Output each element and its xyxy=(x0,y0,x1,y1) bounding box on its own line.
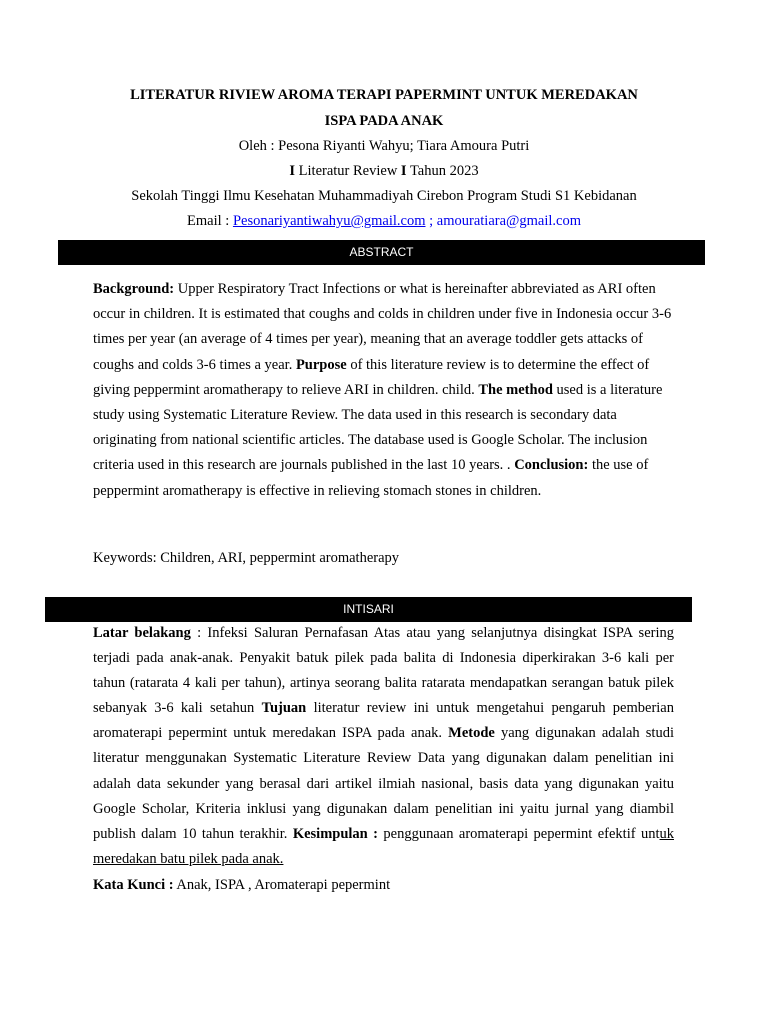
meta-year: Tahun 2023 xyxy=(406,163,479,179)
conclusion-label: Conclusion: xyxy=(514,457,589,474)
paper-title-line-2: ISPA PADA ANAK xyxy=(324,113,444,129)
intisari-heading-bar: INTISARI xyxy=(45,597,692,622)
kesimpulan-label: Kesimpulan : xyxy=(292,825,378,842)
email-label: Email : xyxy=(187,213,233,229)
meta-type: Literatur Review xyxy=(295,163,401,179)
meta-prefix: I xyxy=(289,163,296,179)
latar-text: : Infeksi Saluran Pernafasan Atas atau yang selanjutnya disingkat ISPA sering terjadi pada anak-anak. Penyakit batuk pilek pada balita di Indonesia diperkirakan 3-6 kali per tahun (ratarata 4 kali per tahun), artinya seorang balita ratarata mendapatkan serangan batuk pilek sebanyak 3-6 kali setahun xyxy=(93,625,674,717)
intisari-keywords xyxy=(93,873,390,898)
background-label: Background: xyxy=(93,281,175,297)
institution: Sekolah Tinggi Ilmu Kesehatan Muhammadiyah Cirebon Program Studi S1 Kebidanan xyxy=(131,188,637,204)
paper-title-line-1: LITERATUR RIVIEW AROMA TERAPI PAPERMINT UNTUK MEREDAKAN xyxy=(130,87,638,103)
purpose-text: of this literature review is to determine the effect of giving peppermint aromatherapy to relieve ARI in children. child. xyxy=(93,356,650,398)
method-label: The method xyxy=(478,381,553,398)
tujuan-text: literatur review ini untuk mengetahui pengaruh pemberian aromaterapi pepermint untuk meredakan ISPA pada anak. xyxy=(93,700,674,742)
intisari-body xyxy=(93,621,674,872)
method-text: used is a literature study using Systematic Literature Review. The data used in this research is secondary data originating from national scientific articles. The database used is Google Scholar. The inclusion criteria used in this research are journals published in the last 10 years. . xyxy=(93,381,663,474)
meta-separator: I xyxy=(400,163,407,179)
email-line xyxy=(0,213,768,230)
purpose-label: Purpose xyxy=(295,356,347,373)
conclusion-text: the use of peppermint aromatherapy is effective in relieving stomach stones in children. xyxy=(93,457,649,499)
email-link-1[interactable]: Pesonariyantiwahyu@gmail.com xyxy=(232,213,426,229)
metode-label: Metode xyxy=(448,725,495,742)
kesimpulan-text: penggunaan aromaterapi pepermint efektif unt xyxy=(378,825,660,842)
kesimpulan-text-underlined: uk meredakan batu pilek pada anak. xyxy=(93,825,674,867)
paper-meta xyxy=(0,163,768,180)
email-2[interactable]: amouratiara@gmail.com xyxy=(436,213,581,229)
abstract-body xyxy=(93,277,673,504)
authors: Oleh : Pesona Riyanti Wahyu; Tiara Amoura Putri xyxy=(238,138,530,154)
kata-kunci-label: Kata Kunci : xyxy=(93,877,174,893)
metode-text: yang digunakan adalah studi literatur menggunakan Systematic Literature Review Data yang digunakan dalam penelitian ini adalah data sekunder yang berasal dari artikel ilmiah nasional, basis data yang digunakan yaitu Google Scholar, Kriteria inklusi yang digunakan dalam penelitian ini yaitu jurnal yang diambil publish dalam 10 tahun terakhir. xyxy=(93,725,674,842)
latar-label: Latar belakang xyxy=(93,625,191,641)
kata-kunci-text: Anak, ISPA , Aromaterapi pepermint xyxy=(173,877,391,893)
email-separator: ; xyxy=(425,213,437,229)
abstract-heading-bar: ABSTRACT xyxy=(58,240,705,265)
abstract-keywords: Keywords: Children, ARI, peppermint aromatherapy xyxy=(93,550,400,566)
tujuan-label: Tujuan xyxy=(261,700,307,717)
background-text: Upper Respiratory Tract Infections or what is hereinafter abbreviated as ARI often occur in children. It is estimated that coughs and colds in children under five in Indonesia occur 3-6 times per year (an average of 4 times per year), meaning that an average toddler gets attacks of coughs and colds 3-6 times a year. xyxy=(93,281,672,373)
